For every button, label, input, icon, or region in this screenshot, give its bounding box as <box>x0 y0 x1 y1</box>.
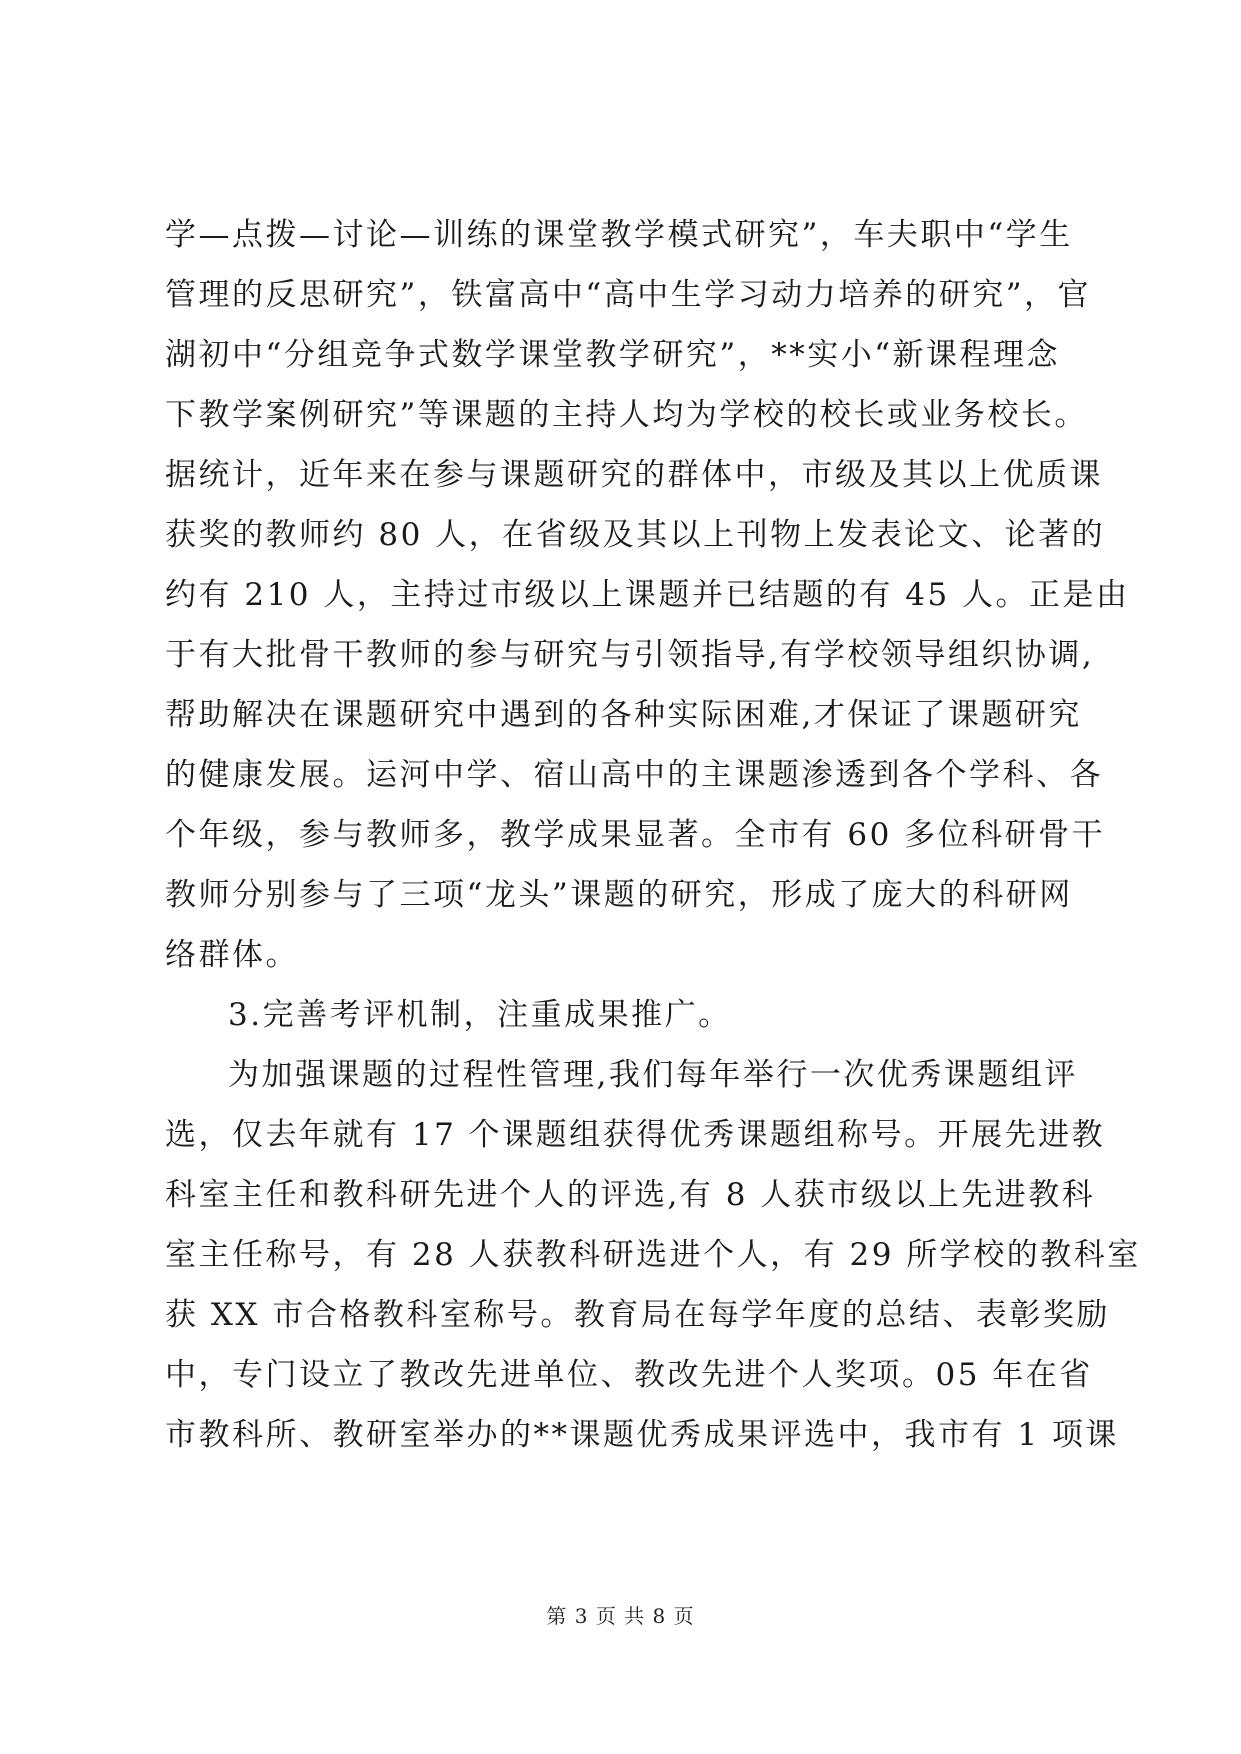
text-line: 的健康发展。运河中学、宿山高中的主课题渗透到各个学科、各 <box>165 757 1103 793</box>
text-line: 个年级，参与教师多，教学成果显著。全市有 60 多位科研骨干 <box>165 817 1106 853</box>
page-footer: 第 3 页 共 8 页 <box>546 1604 695 1628</box>
text-line: 下教学案例研究”等课题的主持人均为学校的校长或业务校长。 <box>165 397 1088 433</box>
text-line: 为加强课题的过程性管理,我们每年举行一次优秀课题组评 <box>228 1057 1078 1093</box>
text-line: 获 XX 市合格教科室称号。教育局在每学年度的总结、表彰奖励 <box>165 1297 1110 1333</box>
text-line: 学—点拨—讨论—训练的课堂教学模式研究”，车夫职中“学生 <box>165 217 1073 253</box>
text-line: 中，专门设立了教改先进单位、教改先进个人奖项。05 年在省 <box>165 1357 1093 1393</box>
text-line: 络群体。 <box>165 937 299 973</box>
text-line: 选，仅去年就有 17 个课题组获得优秀课题组称号。开展先进教 <box>165 1117 1106 1153</box>
text-line: 获奖的教师约 80 人，在省级及其以上刊物上发表论文、论著的 <box>165 517 1106 553</box>
text-line: 科室主任和教科研先进个人的评选,有 8 人获市级以上先进教科 <box>165 1177 1096 1213</box>
text-line: 教师分别参与了三项“龙头”课题的研究，形成了庞大的科研网 <box>165 877 1073 913</box>
text-line: 市教科所、教研室举办的**课题优秀成果评选中，我市有 1 项课 <box>165 1417 1119 1453</box>
text-line: 管理的反思研究”，铁富高中“高中生学习动力培养的研究”，官 <box>165 277 1092 313</box>
text-line: 室主任称号，有 28 人获教科研选进个人，有 29 所学校的教科室 <box>165 1237 1141 1273</box>
text-line: 约有 210 人，主持过市级以上课题并已结题的有 45 人。正是由 <box>165 577 1130 613</box>
section-heading: 3.完善考评机制，注重成果推广。 <box>228 997 732 1033</box>
text-line: 湖初中“分组竞争式数学课堂教学研究”，**实小“新课程理念 <box>165 337 1061 373</box>
text-line: 帮助解决在课题研究中遇到的各种实际困难,才保证了课题研究 <box>165 697 1082 733</box>
text-line: 据统计，近年来在参与课题研究的群体中，市级及其以上优质课 <box>165 457 1103 493</box>
text-line: 于有大批骨干教师的参与研究与引领指导,有学校领导组织协调, <box>165 637 1095 673</box>
